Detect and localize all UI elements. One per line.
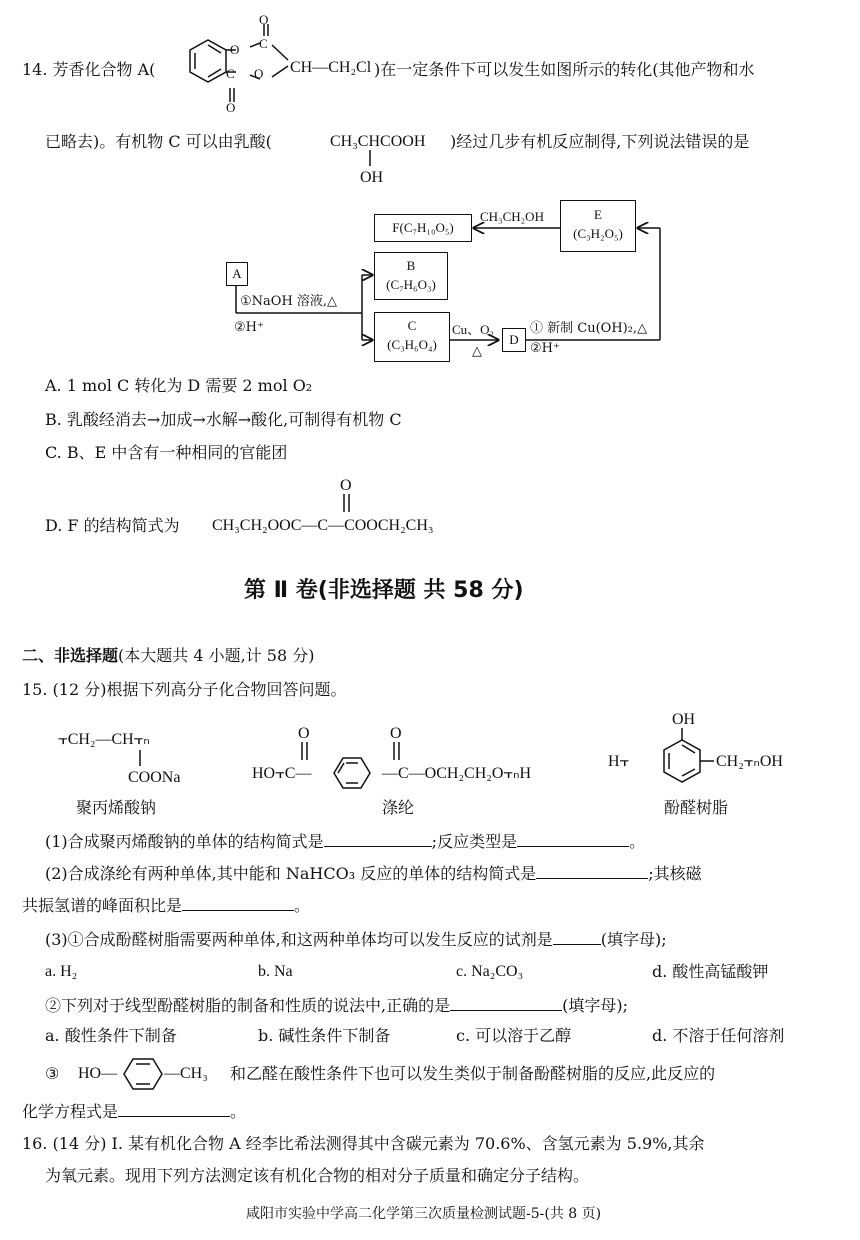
arrow-cd-heat: △ [472,344,482,359]
q15-part3-option-a: a. H₂ [45,963,78,980]
compound-d-label: D [509,332,519,347]
q15-part3-3-blank[interactable] [118,1100,230,1117]
q15-part2-blank-1[interactable] [536,862,648,879]
p-cresol-benzene-ring [118,1052,170,1096]
q14-option-c: C. B、E 中含有一种相同的官能团 [45,443,288,462]
q15-part3-2 [45,994,628,1015]
section2-heading-wrap [22,646,314,665]
poly2-benzene-ring [326,750,378,796]
compound-f-label: F(C₇H₁₀O₅) [392,220,454,235]
poly1-bond [138,750,142,766]
p-cresol-ch3: —CH₃ [164,1065,208,1082]
q15-part2-text-b: ;其核磁 [648,864,702,883]
q15-part3-2-text-b: (填字母); [562,996,628,1015]
q15-part2-text-a: (2)合成涤纶有两种单体,其中能和 NaHCO₃ 反应的单体的结构简式是 [45,864,537,883]
q15-part3-option-d: d. 酸性高锰酸钾 [652,962,769,981]
q15-part3-option-b: b. Na [258,963,293,980]
q15-part1-text-c: 。 [629,832,646,851]
poly2-o1: O [298,725,310,742]
lactic-acid-main: CH₃CHCOOH [330,133,426,150]
q14-option-d-label: D. F 的结构简式为 [45,516,180,535]
q15-part1 [45,830,645,851]
q15-intro: 15. (12 分)根据下列高分子化合物回答问题。 [22,680,347,699]
compound-a-o-ring1: O [230,42,240,57]
compound-e-box [560,200,636,252]
q14-option-b: B. 乳酸经消去→加成→水解→酸化,可制得有机物 C [45,410,402,429]
q15-part3-3-end [22,1100,246,1121]
q14-option-a: A. 1 mol C 转化为 D 需要 2 mol O₂ [45,376,313,395]
compound-b-formula: (C₇H₆O₃) [386,276,436,292]
q15-part2-blank-2[interactable] [182,894,294,911]
arrow-cd-reagent: Cu、O₂ [452,322,495,337]
q15-part3-2-option-a: a. 酸性条件下制备 [45,1026,177,1045]
q14-line1-start: 14. 芳香化合物 A( [22,60,156,79]
compound-a-o-top: O [259,12,269,27]
q15-part1-blank-2[interactable] [517,830,629,847]
arrow-de-reagent-2: ②H⁺ [530,341,560,356]
lactic-acid-oh: OH [360,169,384,186]
section2-heading: 二、非选择题 [22,646,119,665]
compound-f-box [374,214,472,242]
arrow-a-reagent-1: ①NaOH 溶液,△ [240,294,338,309]
compound-a-o-bottom: O [226,100,236,115]
q15-part3-3-end-b: 。 [230,1102,247,1121]
q15-part3-2-option-d: d. 不溶于任何溶剂 [652,1026,785,1045]
compound-a-label: A [232,266,242,281]
q14-option-d-double-bond [342,494,352,512]
q15-part3-2-option-b: b. 碱性条件下制备 [258,1026,391,1045]
q15-part2-cont [22,894,310,915]
compound-a-c-bottom: C [226,66,235,81]
poly1-chain: ⫟CH₂—CH⫟ₙ [58,731,150,748]
q14-option-d-o: O [340,477,352,494]
p-cresol-ho: HO— [78,1065,118,1082]
compound-c-formula: (C₃H₆O₄) [387,336,437,352]
poly2-left: HO⫟C— [252,765,312,782]
q15-part3-blank-1[interactable] [553,928,601,945]
q14-line2-start: 已略去)。有机物 C 可以由乳酸( [45,132,272,151]
arrow-ef-reagent: CH₃CH₂OH [480,209,544,224]
arrow-de-reagent-1: ① 新制 Cu(OH)₂,△ [530,321,648,336]
q15-part1-text-a: (1)合成聚丙烯酸钠的单体的结构简式是 [45,832,324,851]
compound-e-name: E [594,207,602,222]
q15-part3-3-num: ③ [45,1064,60,1083]
q15-part1-text-b: ;反应类型是 [431,832,518,851]
q14-line2-end: )经过几步有机反应制得,下列说法错误的是 [450,132,750,151]
q15-part3-3-end-a: 化学方程式是 [22,1102,119,1121]
page-footer: 咸阳市实验中学高二化学第三次质量检测试题-5-(共 8 页) [246,1206,602,1222]
compound-a-c-top: C [259,36,268,51]
q15-part1-blank-1[interactable] [324,830,432,847]
compound-a-box [226,262,248,286]
poly1-name: 聚丙烯酸钠 [76,798,157,817]
poly2-name: 涤纶 [382,798,415,817]
poly2-o2: O [390,725,402,742]
compound-d-box [502,328,526,352]
poly3-oh: OH [672,711,696,728]
q15-part2-text-c: 共振氢谱的峰面积比是 [22,896,183,915]
q15-part2-text-d: 。 [294,896,311,915]
poly3-name: 酚醛树脂 [664,798,729,817]
q15-part3-3-text: 和乙醛在酸性条件下也可以发生类似于制备酚醛树脂的反应,此反应的 [230,1064,716,1083]
poly3-left: H⫟ [608,753,630,770]
q15-part3 [45,928,667,949]
poly3-benzene-ring [640,726,720,790]
q15-part3-text-b: (填字母); [600,930,667,949]
poly2-right: —C—OCH₂CH₂O⫟ₙH [382,765,532,782]
compound-e-formula: (C₃H₂O₅) [573,225,623,241]
section2-heading-note: (本大题共 4 小题,计 58 分) [118,646,315,665]
q15-part3-text-a: (3)①合成酚醛树脂需要两种单体,和这两种单体均可以发生反应的试剂是 [45,930,553,949]
q15-part3-2-blank[interactable] [450,994,562,1011]
poly1-side: COONa [128,769,181,786]
q15-part2 [45,862,702,883]
compound-a-o-ring2: O [254,66,264,81]
compound-b-box [374,252,448,300]
q16-line2: 为氧元素。现用下列方法测定该有机化合物的相对分子质量和确定分子结构。 [45,1166,590,1185]
compound-c-box [374,312,450,362]
q15-part3-option-c: c. Na₂CO₃ [456,963,524,980]
poly3-right: CH₂⫟ₙOH [716,753,783,770]
arrow-a-reagent-2: ②H⁺ [234,320,264,335]
section-title: 第 Ⅱ 卷(非选择题 共 58 分) [244,578,524,603]
q15-part3-2-option-c: c. 可以溶于乙醇 [456,1026,572,1045]
compound-c-name: C [407,318,417,333]
compound-b-name: B [406,258,416,273]
q14-option-d-formula: CH₃CH₂OOC—C—COOCH₂CH₃ [212,517,434,534]
compound-a-chain: CH—CH₂Cl [290,59,372,76]
q15-part3-2-text-a: ②下列对于线型酚醛树脂的制备和性质的说法中,正确的是 [45,996,451,1015]
q16-line1: 16. (14 分) Ⅰ. 某有机化合物 A 经李比希法测得其中含碳元素为 70.6%、含氢元素为 5.9%,其余 [22,1134,705,1153]
q14-line1-end: )在一定条件下可以发生如图所示的转化(其他产物和水 [374,60,755,79]
